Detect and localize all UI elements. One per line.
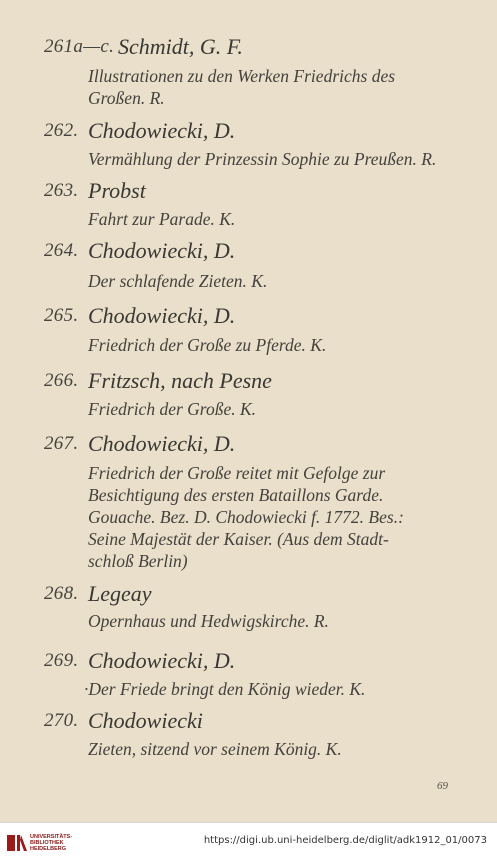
entry-artist: Chodowiecki, D.	[88, 118, 236, 143]
entry-artist: Legeay	[88, 581, 152, 606]
description-line: ·Der Friede bringt den König wieder. K.	[84, 679, 366, 699]
viewer-footer	[0, 822, 497, 863]
entry-number: 264.	[44, 240, 79, 261]
description-line: Friedrich der Große zu Pferde. K.	[88, 335, 327, 355]
entry-artist: Fritzsch, nach Pesne	[88, 368, 272, 393]
entry-number: 262.	[44, 120, 79, 141]
entry-description	[84, 678, 446, 700]
description-line: Großen. R.	[88, 88, 165, 108]
description-line: Vermählung der Prinzessin Sophie zu Preußen. R.	[88, 149, 437, 169]
entry-artist: Chodowiecki, D.	[88, 303, 236, 328]
description-line: Besichtigung des ersten Bataillons Garde.	[88, 485, 384, 505]
entry-description	[88, 270, 450, 292]
entry-artist: Chodowiecki, D.	[88, 431, 236, 456]
entry-artist: Chodowiecki, D.	[88, 648, 236, 673]
library-name-line: HEIDELBERG	[30, 846, 67, 852]
description-line: Opernhaus und Hedwigskirche. R.	[88, 611, 329, 631]
entry-description	[88, 610, 450, 632]
university-library-logo-icon	[6, 832, 28, 854]
description-line: Gouache. Bez. D. Chodowiecki f. 1772. Bes.:	[88, 507, 404, 527]
description-line: Illustrationen zu den Werken Friedrichs des	[88, 66, 396, 86]
permalink-url[interactable]: https://digi.ub.uni-heidelberg.de/diglit/adk1912_01/0073	[203, 835, 487, 846]
description-line: Der schlafende Zieten. K.	[88, 271, 268, 291]
library-name	[30, 834, 72, 852]
description-line: Friedrich der Große. K.	[88, 399, 257, 419]
library-name-line: UNIVERSITÄTS-	[30, 834, 73, 840]
entry-number: 267.	[44, 433, 79, 454]
description-line: Zieten, sitzend vor seinem König. K.	[88, 739, 342, 759]
description-line: Fahrt zur Parade. K.	[88, 209, 236, 229]
description-line: Friedrich der Große reitet mit Gefolge zur	[88, 463, 386, 483]
entry-number: 263.	[44, 180, 79, 201]
entry-number: 270.	[44, 710, 79, 731]
description-line: Seine Majestät der Kaiser. (Aus dem Stadt-	[88, 529, 389, 549]
entry-description	[88, 208, 450, 230]
entry-artist: Probst	[88, 178, 146, 203]
entry-artist: Schmidt, G. F.	[118, 34, 243, 59]
entry-description	[88, 462, 450, 572]
description-line: schloß Berlin)	[88, 551, 188, 571]
entry-description	[88, 334, 450, 356]
page-number: 69	[437, 780, 448, 792]
entry-number: 268.	[44, 583, 79, 604]
entry-artist: Chodowiecki	[88, 708, 203, 733]
library-name-line: BIBLIOTHEK	[30, 840, 64, 846]
entry-artist: Chodowiecki, D.	[88, 238, 236, 263]
entry-description	[88, 148, 450, 170]
entry-description	[88, 738, 450, 760]
entry-number: 266.	[44, 370, 79, 391]
entry-number: 261a—c.	[44, 36, 115, 57]
entry-description	[88, 398, 450, 420]
entry-number: 269.	[44, 650, 79, 671]
entry-description	[88, 65, 450, 109]
entry-number: 265.	[44, 305, 79, 326]
